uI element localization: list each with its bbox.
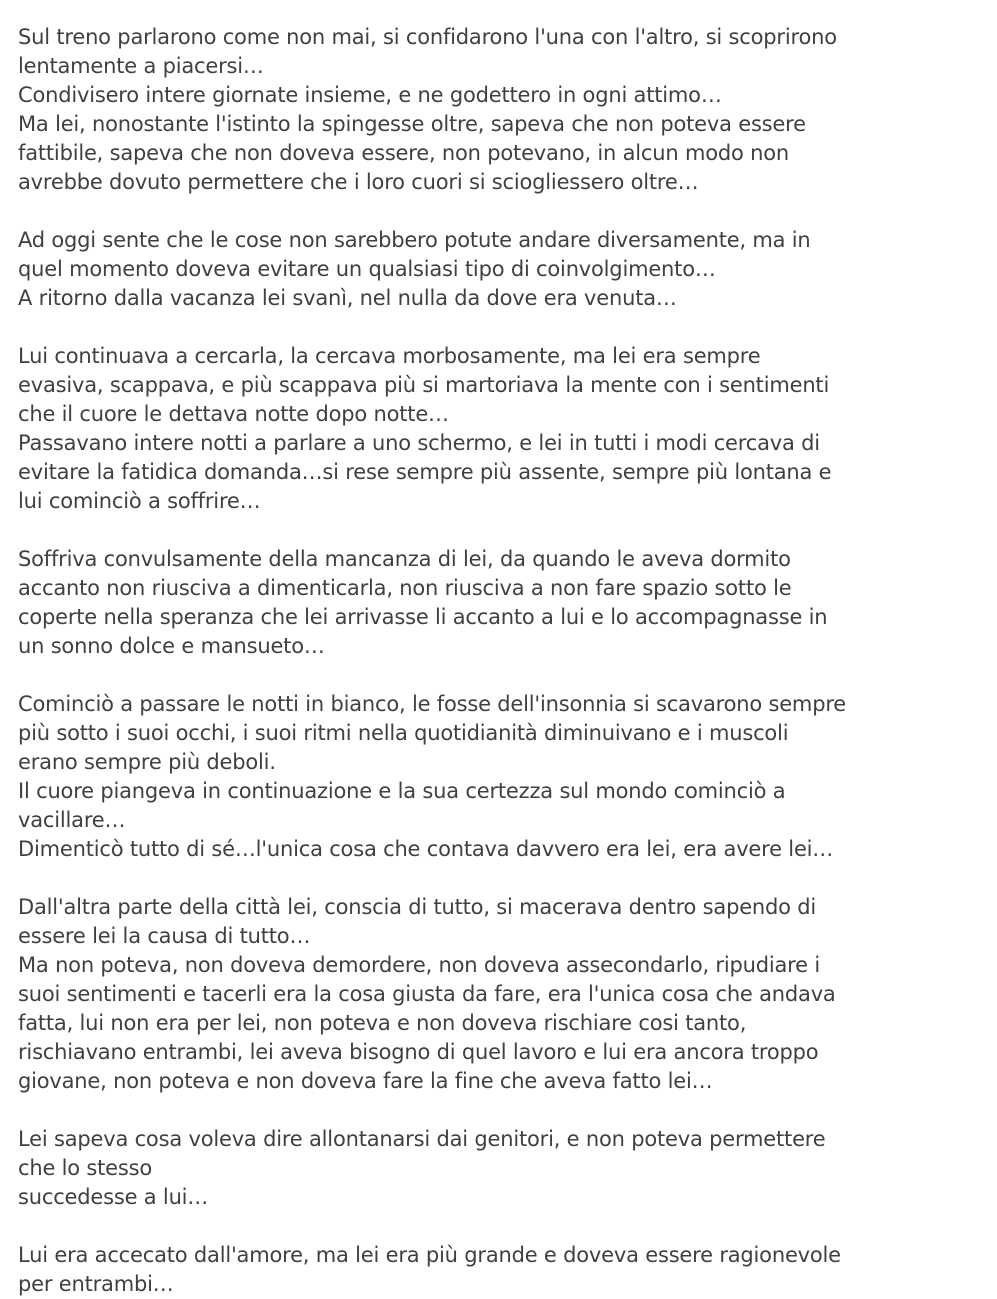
text-line: suoi sentimenti e tacerli era la cosa giusta da fare, era l'unica cosa che andava xyxy=(18,982,836,1006)
text-line: Cominciò a passare le notti in bianco, le fosse dell'insonnia si scavarono sempre xyxy=(18,692,847,716)
text-line: erano sempre più deboli. xyxy=(18,750,276,774)
text-line: Dall'altra parte della città lei, conscia di tutto, si macerava dentro sapendo di xyxy=(18,895,817,919)
paragraph xyxy=(18,1125,979,1212)
paragraph xyxy=(18,226,979,313)
text-line: che lo stesso xyxy=(18,1156,153,1180)
text-line: essere lei la causa di tutto… xyxy=(18,924,311,948)
text-line: Lei sapeva cosa voleva dire allontanarsi dai genitori, e non poteva permettere xyxy=(18,1127,826,1151)
text-line: avrebbe dovuto permettere che i loro cuori si sciogliessero oltre… xyxy=(18,170,699,194)
text-line: Ma lei, nonostante l'istinto la spingesse oltre, sapeva che non poteva essere xyxy=(18,112,806,136)
text-line: Dimenticò tutto di sé…l'unica cosa che contava davvero era lei, era avere lei… xyxy=(18,837,834,861)
paragraph xyxy=(18,23,979,197)
text-line: quel momento doveva evitare un qualsiasi tipo di coinvolgimento… xyxy=(18,257,716,281)
text-line: evitare la fatidica domanda…si rese sempre più assente, sempre più lontana e xyxy=(18,460,832,484)
text-line: che il cuore le dettava notte dopo notte… xyxy=(18,402,449,426)
text-line: fattibile, sapeva che non doveva essere, non potevano, in alcun modo non xyxy=(18,141,789,165)
text-line: A ritorno dalla vacanza lei svanì, nel nulla da dove era venuta… xyxy=(18,286,677,310)
text-line: vacillare… xyxy=(18,808,126,832)
paragraph xyxy=(18,342,979,516)
text-line: fatta, lui non era per lei, non poteva e non doveva rischiare cosi tanto, xyxy=(18,1011,747,1035)
text-line: rischiavano entrambi, lei aveva bisogno di quel lavoro e lui era ancora troppo xyxy=(18,1040,819,1064)
text-line: Soffriva convulsamente della mancanza di lei, da quando le aveva dormito xyxy=(18,547,791,571)
paragraph xyxy=(18,545,979,661)
text-line: Condivisero intere giornate insieme, e ne godettero in ogni attimo… xyxy=(18,83,722,107)
paragraph xyxy=(18,1241,979,1299)
text-line: Lui continuava a cercarla, la cercava morbosamente, ma lei era sempre xyxy=(18,344,761,368)
text-line: Ad oggi sente che le cose non sarebbero potute andare diversamente, ma in xyxy=(18,228,811,252)
text-line: coperte nella speranza che lei arrivasse li accanto a lui e lo accompagnasse in xyxy=(18,605,828,629)
text-line: un sonno dolce e mansueto… xyxy=(18,634,325,658)
text-line: evasiva, scappava, e più scappava più si martoriava la mente con i sentimenti xyxy=(18,373,830,397)
text-line: lui cominciò a soffrire… xyxy=(18,489,261,513)
text-line: Passavano intere notti a parlare a uno schermo, e lei in tutti i modi cercava di xyxy=(18,431,820,455)
text-line: succedesse a lui… xyxy=(18,1185,209,1209)
text-line: Ma non poteva, non doveva demordere, non doveva assecondarlo, ripudiare i xyxy=(18,953,820,977)
text-line: per entrambi… xyxy=(18,1272,174,1296)
text-line: Lui era accecato dall'amore, ma lei era più grande e doveva essere ragionevole xyxy=(18,1243,841,1267)
paragraph xyxy=(18,893,979,1096)
text-line: lentamente a piacersi… xyxy=(18,54,264,78)
text-line: Il cuore piangeva in continuazione e la sua certezza sul mondo cominciò a xyxy=(18,779,786,803)
paragraph xyxy=(18,690,979,864)
text-line: giovane, non poteva e non doveva fare la fine che aveva fatto lei… xyxy=(18,1069,713,1093)
text-line: accanto non riusciva a dimenticarla, non riusciva a non fare spazio sotto le xyxy=(18,576,792,600)
text-line: più sotto i suoi occhi, i suoi ritmi nella quotidianità diminuivano e i muscoli xyxy=(18,721,789,745)
text-line: Sul treno parlarono come non mai, si confidarono l'una con l'altro, si scoprirono xyxy=(18,25,837,49)
